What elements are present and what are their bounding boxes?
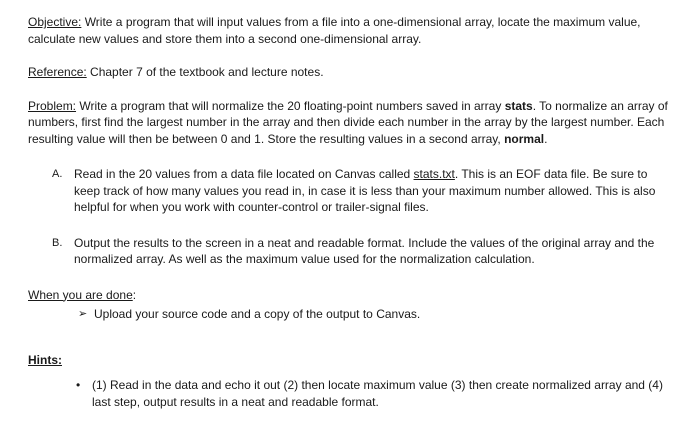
list-marker-a: A. (52, 168, 63, 180)
done-colon: : (132, 287, 137, 302)
stats-file-link[interactable]: stats.txt (413, 167, 455, 181)
problem-label: Problem: (28, 98, 77, 113)
list-item-a-text-2: . This is an EOF data file. Be sure to keep track of how many values you read in, in case it is less than your maximum number allowed. This is also helpful for when you work with counter-control or trailer-signal files. (74, 167, 656, 214)
bullet-dot-icon: • (76, 378, 81, 392)
done-heading (28, 287, 673, 304)
reference-text: Chapter 7 of the textbook and lecture notes. (86, 65, 324, 79)
problem-array-normal: normal (504, 131, 545, 146)
reference-paragraph (28, 64, 673, 81)
hints-label: Hints: (28, 352, 62, 367)
list-marker-b: B. (52, 236, 63, 249)
problem-text-2: . To normalize an array of numbers, first find the largest number in the array and then divide each number in the array by the largest number. Each resulting value will then be between 0 and 1. Store the resulting values in a second array, (28, 98, 668, 146)
objective-paragraph (28, 14, 673, 47)
problem-text-1: Write a program that will normalize the 20 floating-point numbers saved in array (76, 98, 505, 113)
objective-label: Objective: (28, 15, 82, 29)
list-item-b (28, 235, 673, 268)
list-item-a-text-1: Read in the 20 values from a data file located on Canvas called (74, 167, 414, 181)
hints-heading (28, 352, 673, 369)
reference-label: Reference: (28, 65, 87, 79)
list-item-a (28, 166, 673, 216)
problem-array-stats: stats (504, 98, 533, 113)
problem-text-3: . (544, 131, 548, 146)
hints-item-text: (1) Read in the data and echo it out (2) then locate maximum value (3) then create normalized array and (4) last step, output results in a neat and readable format. (92, 378, 663, 409)
arrow-bullet-icon: ➢ (78, 308, 88, 320)
done-list-item (28, 306, 673, 323)
assignment-document (28, 14, 673, 410)
done-item-text: Upload your source code and a copy of the output to Canvas. (94, 307, 421, 321)
list-item-b-text: Output the results to the screen in a neat and readable format. Include the values of the original array and the normalized array. As well as the maximum value used for the normalization calculation. (74, 235, 655, 266)
hints-list-item (28, 377, 673, 410)
objective-text: Write a program that will input values from a file into a one-dimensional array, locate the maximum value, calculate new values and store them into a second one-dimensional array. (28, 15, 641, 46)
done-label: When you are done (28, 287, 133, 302)
problem-paragraph (28, 98, 673, 148)
